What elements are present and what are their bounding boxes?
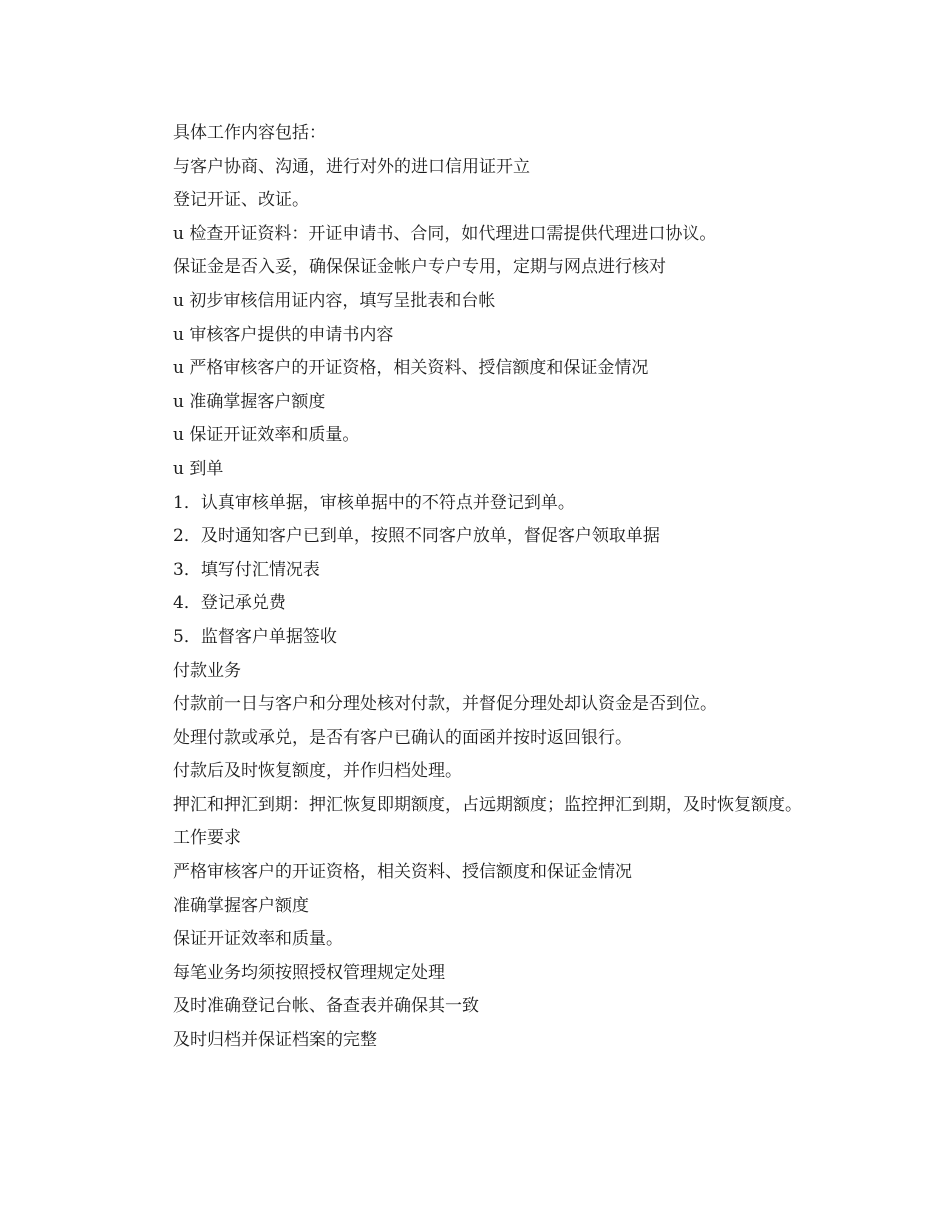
text-line: 具体工作内容包括：: [173, 123, 326, 143]
text-line: 3．填写付汇情况表: [173, 559, 320, 580]
text-line: u 初步审核信用证内容，填写呈批表和台帐: [173, 290, 496, 311]
text-line: 处理付款或承兑，是否有客户已确认的面函并按时返回银行。: [173, 727, 632, 748]
wrapped-paragraph: 押汇和押汇到期：押汇恢复即期额度，占远期额度；监控押汇到期，及时恢复额度。: [173, 794, 802, 815]
text-line: 及时准确登记台帐、备查表并确保其一致: [173, 996, 479, 1017]
text-line: u 审核客户提供的申请书内容: [173, 324, 394, 345]
section-heading: 付款业务: [173, 660, 241, 681]
text-line: 严格审核客户的开证资格，相关资料、授信额度和保证金情况: [173, 862, 632, 883]
text-line: u 保证开证效率和质量。: [173, 425, 360, 446]
text-line: 5．监督客户单据签收: [173, 626, 337, 647]
text-line: 付款后及时恢复额度，并作归档处理。: [173, 761, 462, 782]
text-line: 4．登记承兑费: [173, 593, 286, 614]
text-line: 每笔业务均须按照授权管理规定处理: [173, 962, 445, 983]
text-line: 1．认真审核单据，审核单据中的不符点并登记到单。: [173, 492, 575, 513]
text-line: 及时归档并保证档案的完整: [173, 1030, 377, 1051]
text-line: u 检查开证资料：开证申请书、合同，如代理进口需提供代理进口协议。: [173, 223, 717, 244]
text-line: u 到单: [173, 458, 224, 479]
document-body: [139, 117, 819, 1058]
text-line: 保证开证效率和质量。: [173, 929, 343, 950]
text-line: 保证金是否入妥，确保保证金帐户专户专用，定期与网点进行核对: [173, 257, 666, 278]
section-heading: 工作要求: [173, 828, 241, 849]
text-line: 登记开证、改证。: [173, 190, 309, 211]
text-line: u 准确掌握客户额度: [173, 391, 326, 412]
text-line: u 严格审核客户的开证资格，相关资料、授信额度和保证金情况: [173, 358, 649, 379]
text-line: 与客户协商、沟通，进行对外的进口信用证开立: [173, 156, 530, 177]
text-line: 准确掌握客户额度: [173, 895, 309, 916]
text-line: 2．及时通知客户已到单，按照不同客户放单，督促客户领取单据: [173, 526, 660, 547]
text-line: 付款前一日与客户和分理处核对付款，并督促分理处却认资金是否到位。: [173, 694, 717, 715]
